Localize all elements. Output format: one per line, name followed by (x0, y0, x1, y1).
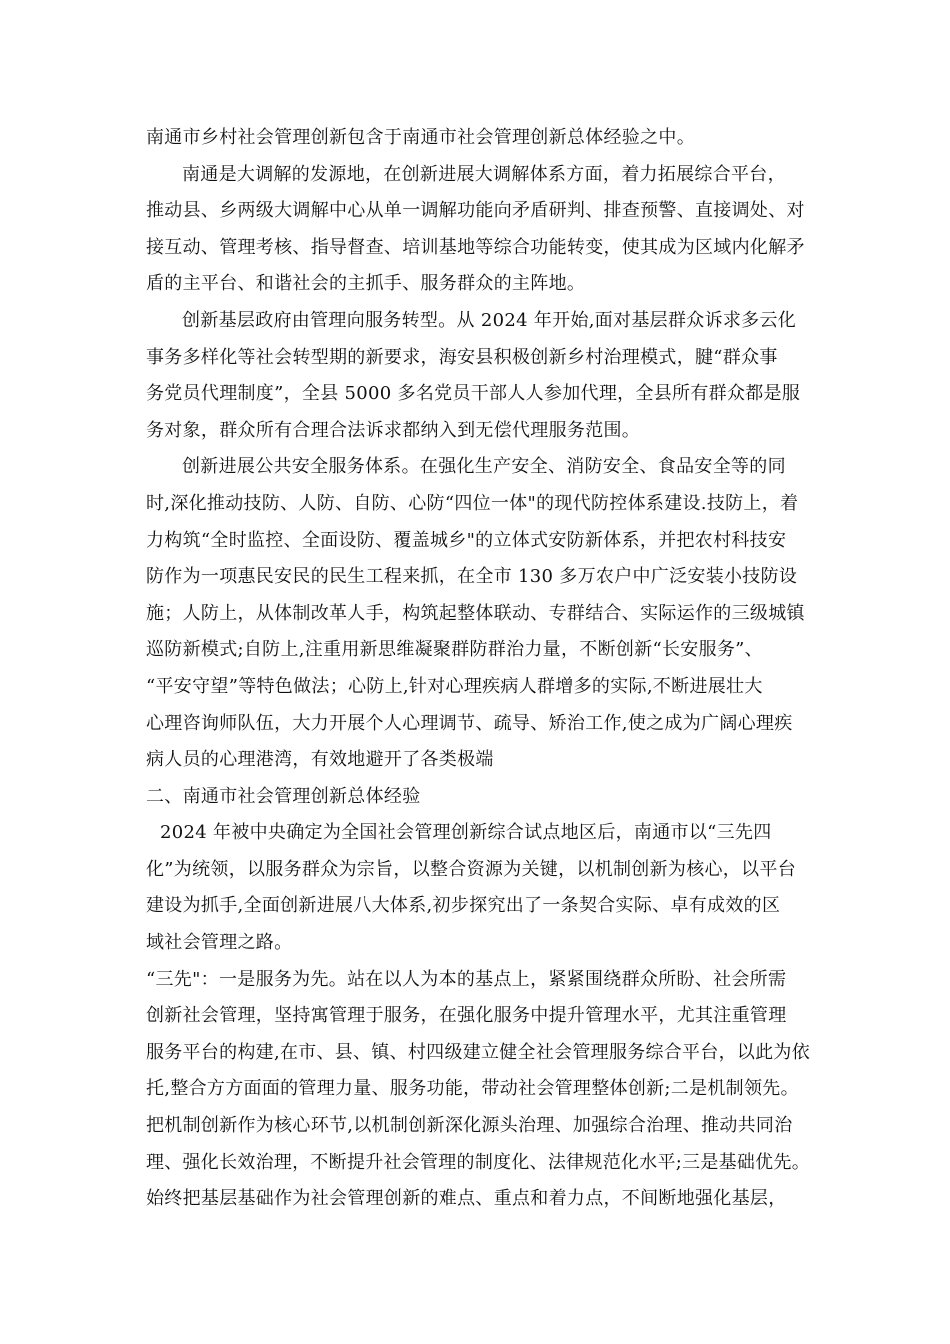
text-line: 服务平台的构建,在市、县、镇、村四级建立健全社会管理服务综合平台，以此为依 (146, 1041, 810, 1063)
text-line: 务对象，群众所有合理合法诉求都纳入到无偿代理服务范围。 (146, 419, 641, 441)
text-line: 2024 年被中央确定为全国社会管理创新综合试点地区后，南通市以“三先四 (160, 822, 772, 844)
text-line: 南通是大调解的发源地，在创新进展大调解体系方面，着力拓展综合平台， (182, 163, 786, 185)
text-line: 务党员代理制度”，全县 5000 多名党员干部人人参加代理，全县所有群众都是服 (146, 383, 801, 405)
text-line: 病人员的心理港湾，有效地避开了各类极端 (146, 749, 494, 771)
text-line: 事务多样化等社会转型期的新要求，海安县积极创新乡村治理模式，腱“群众事 (146, 346, 778, 368)
text-line: 建设为抓手,全面创新进展八大体系,初步探究出了一条契合实际、卓有成效的区 (146, 895, 781, 917)
text-line: 化”为统领，以服务群众为宗旨，以整合资源为关键，以机制创新为核心，以平台 (146, 858, 796, 880)
text-line: 巡防新模式;自防上,注重用新思维凝聚群防群治力量，不断创新“长安服务”、 (146, 639, 763, 661)
text-line: 域社会管理之路。 (146, 932, 293, 954)
text-line: 二、南通市社会管理创新总体经验 (146, 785, 421, 807)
text-line: 创新基层政府由管理向服务转型。从 2024 年开始,面对基层群众诉求多云化 (182, 309, 797, 331)
text-line: “三先"：一是服务为先。站在以人为本的基点上，紧紧围绕群众所盼、社会所需 (146, 968, 787, 990)
text-line: 把机制创新作为核心环节,以机制创新深化源头治理、加强综合治理、推动共同治 (146, 1115, 793, 1137)
text-line: 推动县、乡两级大调解中心从单一调解功能向矛盾研判、排查预警、直接调处、对 (146, 200, 805, 222)
text-line: 施；人防上，从体制改革人手，构筑起整体联动、专群结合、实际运作的三级城镇 (146, 602, 805, 624)
text-line: 托,整合方方面面的管理力量、服务功能，带动社会管理整体创新;二是机制领先。 (146, 1078, 799, 1100)
text-line: 时,深化推动技防、人防、自防、心防“四位一体"的现代防控体系建设.技防上，着 (146, 492, 799, 514)
document-body (146, 120, 810, 1218)
text-line: 防作为一项惠民安民的民生工程来抓，在全市 130 多万农户中广泛安装小技防设 (146, 566, 798, 588)
text-line: 始终把基层基础作为社会管理创新的难点、重点和着力点，不间断地强化基层， (146, 1188, 787, 1210)
text-line: 理、强化长效治理，不断提升社会管理的制度化、法律规范化水平;三是基础优先。 (146, 1151, 810, 1173)
text-line: “平安守望”等特色做法；心防上,针对心理疾病人群增多的实际,不断进展壮大 (146, 675, 763, 697)
text-line: 创新社会管理，坚持寓管理于服务，在强化服务中提升管理水平，尤其注重管理 (146, 1005, 787, 1027)
text-line: 南通市乡村社会管理创新包含于南通市社会管理创新总体经验之中。 (146, 127, 695, 148)
text-line: 心理咨询师队伍，大力开展个人心理调节、疏导、矫治工作,使之成为广阔心理疾 (146, 712, 793, 734)
text-line: 力构筑“全时监控、全面设防、覆盖城乡"的立体式安防新体系，并把农村科技安 (146, 529, 787, 551)
text-line: 创新进展公共安全服务体系。在强化生产安全、消防安全、食品安全等的同 (182, 456, 786, 478)
text-line: 接互动、管理考核、指导督查、培训基地等综合功能转变，使其成为区域内化解矛 (146, 236, 805, 258)
text-line: 盾的主平台、和谐社会的主抓手、服务群众的主阵地。 (146, 273, 586, 295)
